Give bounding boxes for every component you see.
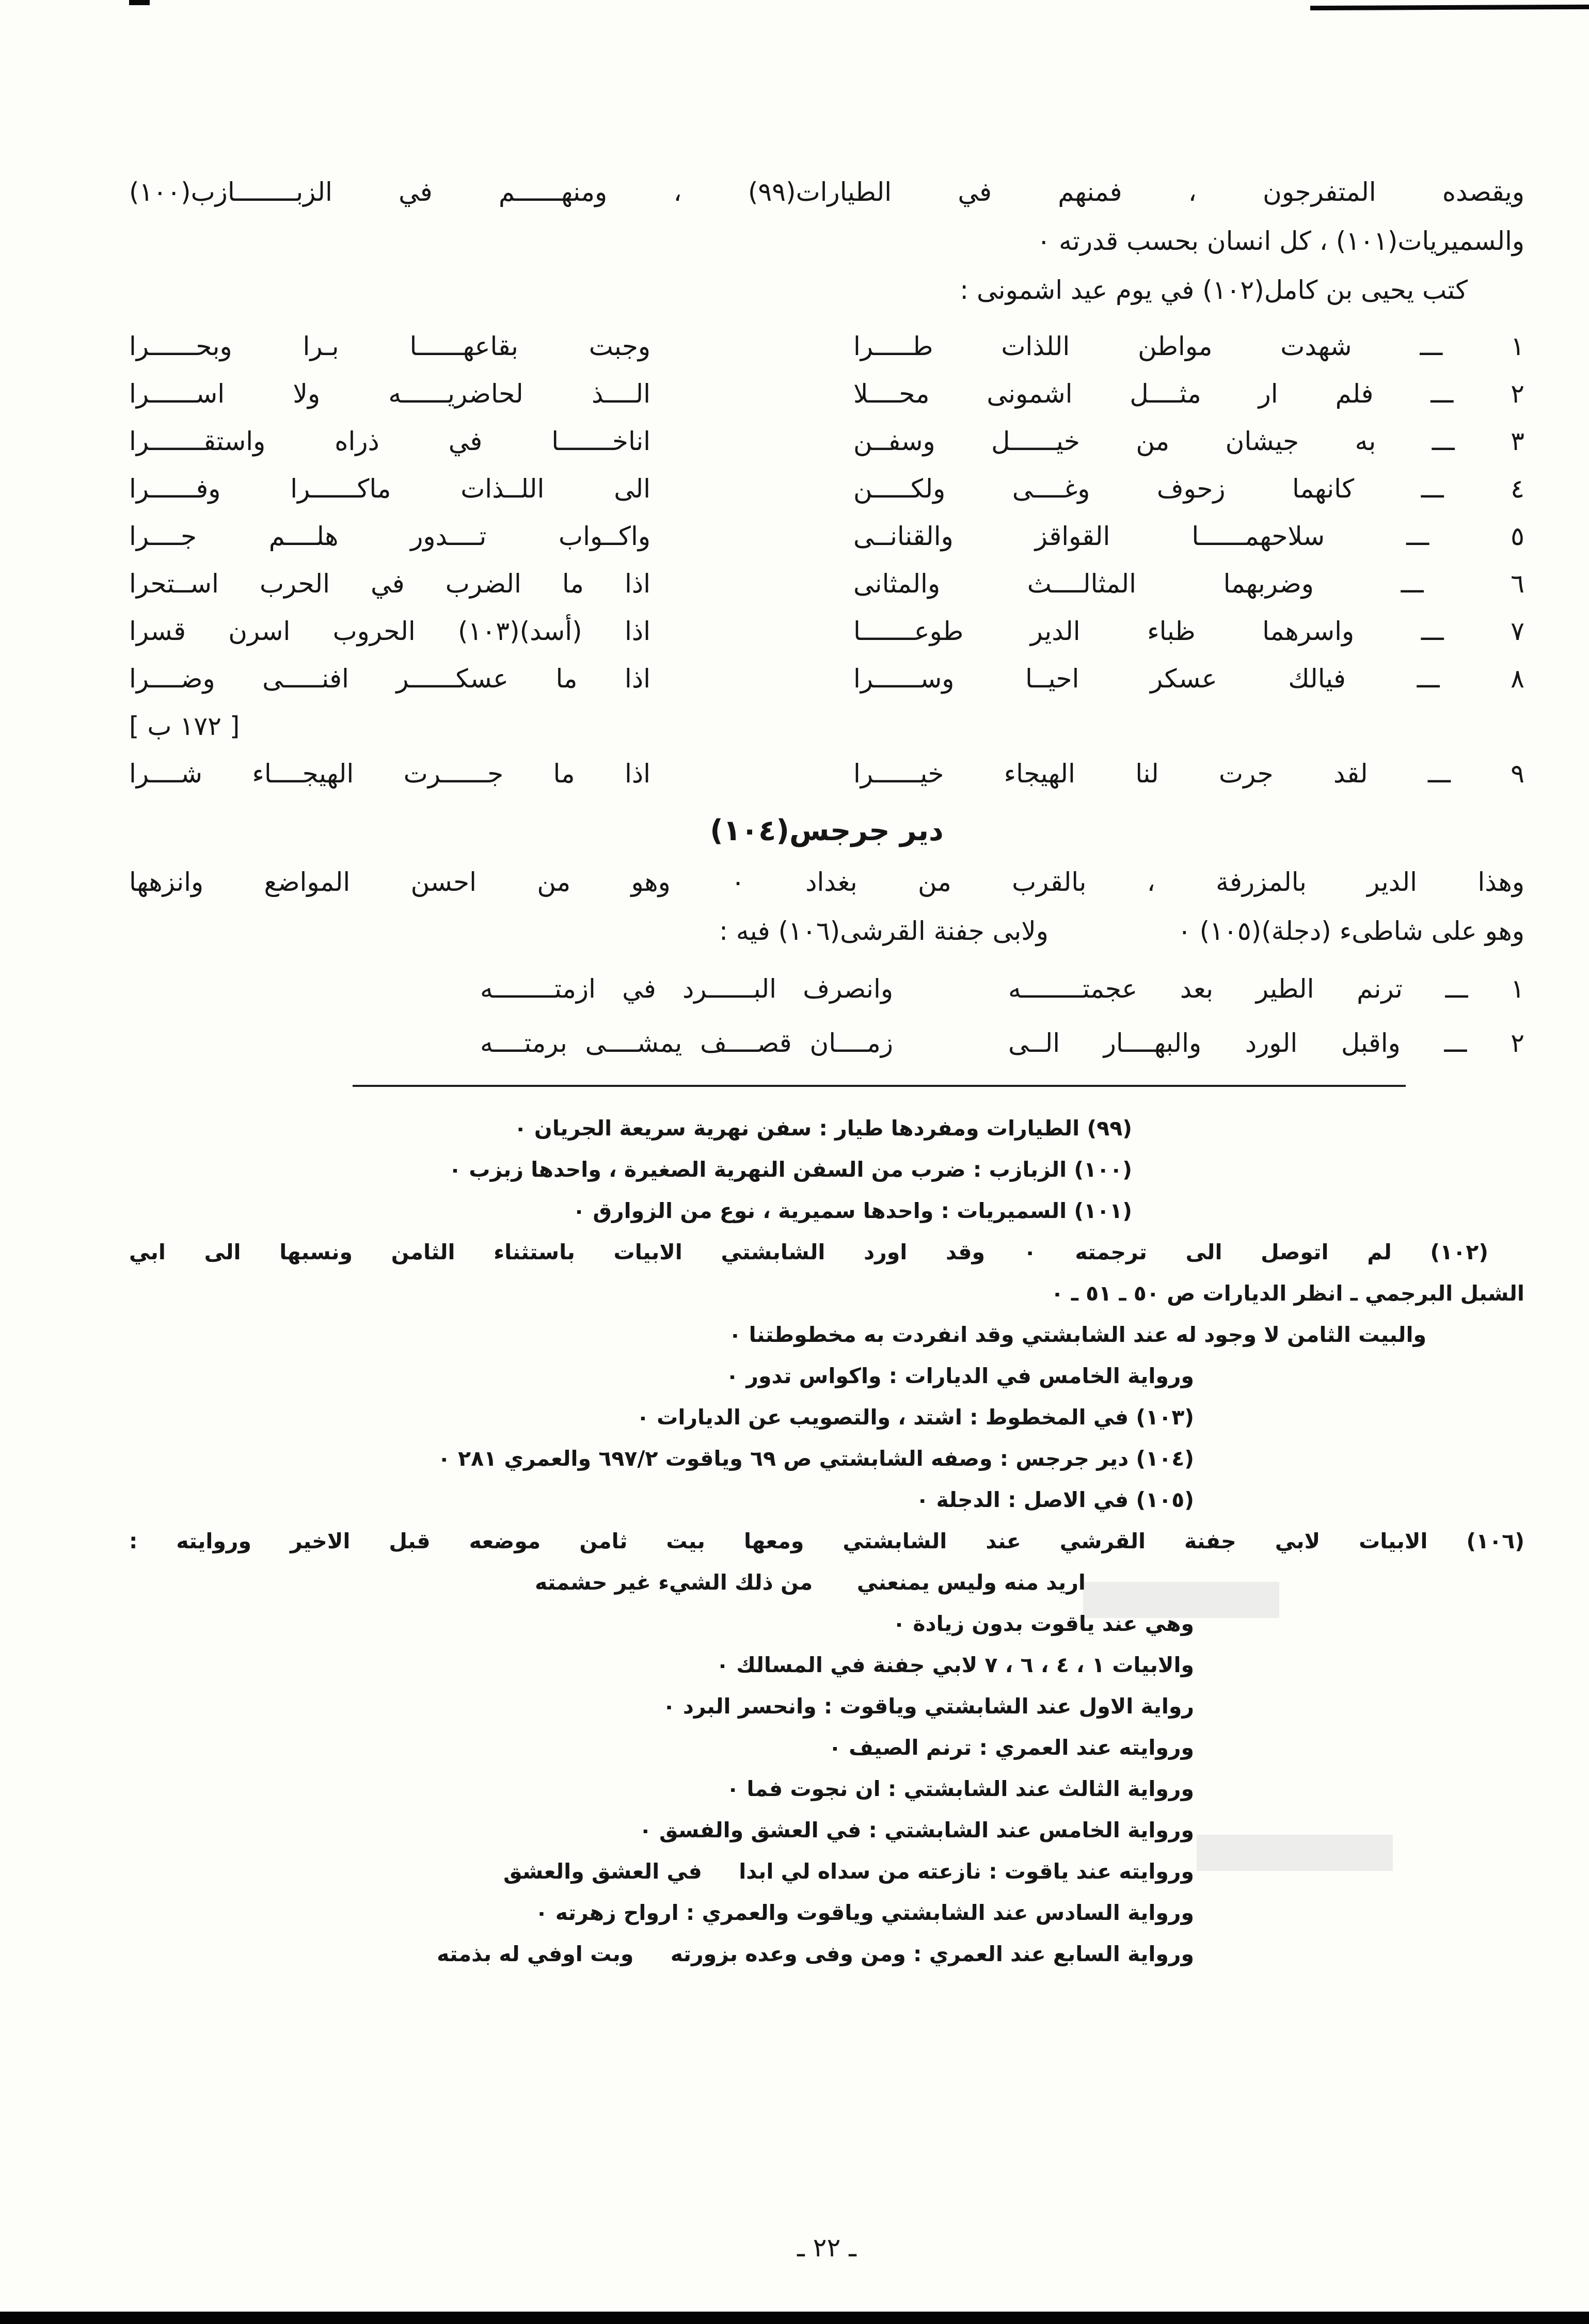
poem1-verse-row-7: [129, 607, 1524, 655]
verse-number: ٤ ـــ: [1421, 474, 1524, 504]
verse-first-text: شهدت مواطن اللذات طـــــرا: [853, 331, 1352, 361]
verse-second-hemistich: اذا (أسد)(١٠٣) الحروب اسرن قسرا: [129, 616, 650, 646]
footnote-102-cont-2: والبيت الثامن لا وجود له عند الشابشتي وقد انفردت به مخطوطتنا ٠: [728, 1322, 1426, 1347]
verse-second-hemistich: وجبت بقاعهــــــا بـرا وبحــــــرا: [129, 331, 650, 361]
page-content: [129, 168, 1524, 2263]
verse-first-hemistich: [853, 418, 1524, 465]
section-para-line-1: وهذا الدير بالمزرفة ، بالقرب من بغداد ٠ وهو من احسن المواضع وانزهها: [129, 867, 1524, 897]
poem1-verse-row-1: [129, 323, 1524, 370]
section-title: دير جرجس(١٠٤): [710, 814, 944, 847]
verse-first-hemistich: [853, 750, 1524, 797]
section-para-line-2: [129, 907, 1524, 956]
footnote-102-cont-1: الشبل البرجمي ـ انظر الديارات ص ٥٠ ـ ٥١ ـ ٠: [1051, 1281, 1524, 1306]
verse-number: ٧ ـــ: [1421, 616, 1524, 646]
verse-first-text: واسرهما ظباء الدير طوعـــــــا: [853, 616, 1355, 646]
footnote-102-cont-3: ورواية الخامس في الديارات : واكواس تدور ٠: [726, 1364, 1194, 1388]
intro-line-2: والسميريات(١٠١) ، كل انسان بحسب قدرته ٠: [1037, 226, 1524, 256]
poem1-verse-row-8: [129, 655, 1524, 702]
verse-second-hemistich: وانصرف البــــــرد في ازمتــــــــه: [480, 974, 893, 1004]
verse-number: ٥ ـــ: [1406, 521, 1524, 551]
verse-number: ١ ـــ: [1445, 974, 1524, 1004]
verse-first-hemistich: [853, 370, 1524, 418]
verse-first-hemistich: [1008, 1016, 1524, 1070]
scan-artifact-bottom: [0, 2312, 1589, 2324]
verse-number: ١ ـــ: [1420, 331, 1524, 361]
footnote-separator: [353, 1085, 1406, 1087]
poem2-verse-row-1: [480, 962, 1524, 1016]
verse-number: ٨ ـــ: [1417, 664, 1524, 694]
footnote-106: (١٠٦) الابيات لابي جفنة القرشي عند الشابشتي ومعها بيت ثامن موضعه قبل الاخير وروايته :: [129, 1529, 1524, 1553]
poem1-verse-row-9: [129, 750, 1524, 797]
intro-line-3: كتب يحيى بن كامل(١٠٢) في يوم عيد اشمونى :: [960, 275, 1468, 305]
poem-1: [129, 323, 1524, 797]
poem2-verse-row-2: [480, 1016, 1524, 1070]
verse-first-text: سلاحهمــــــا القواقز والقنانــى: [853, 521, 1325, 551]
verse-first-hemistich: [1008, 962, 1524, 1016]
footnote-104: (١٠٤) دير جرجس : وصفه الشابشتي ص ٦٩ وياقوت ٦٩٧/٢ والعمري ٢٨١ ٠: [437, 1446, 1194, 1471]
verse-first-hemistich: [853, 512, 1524, 560]
verse-second-hemistich: اذا ما عسكــــــر افنـــــى وضــــرا: [129, 664, 650, 694]
verse-first-text: فيالك عسكر احيــا وســــــرا: [853, 664, 1346, 694]
verse-second-hemistich: واكــواب تــــدور هلــــم جــــرا: [129, 521, 650, 551]
footnote-102: (١٠٢) لم اتوصل الى ترجمته ٠ وقد اورد الشابشتي الابيات باستثناء الثامن ونسبها الى ابي: [129, 1240, 1488, 1264]
footnote-103: (١٠٣) في المخطوط : اشتد ، والتصويب عن الديارات ٠: [636, 1405, 1194, 1430]
footnote-106-verse: اريد منه وليس يمنعني من ذلك الشيء غير حشمته: [535, 1570, 1086, 1595]
footnote-100: (١٠٠) الزبازب : ضرب من السفن النهرية الصغيرة ، واحدها زبزب ٠: [448, 1157, 1132, 1182]
verse-first-text: ترنم الطير بعد عجمتــــــــه: [1008, 974, 1403, 1004]
poem-2: [129, 962, 1524, 1070]
footnote-106-cont-3: رواية الاول عند الشابشتي وياقوت : وانحسر البرد ٠: [662, 1694, 1194, 1719]
footnote-106-cont-4: وروايته عند العمري : ترنم الصيف ٠: [828, 1735, 1194, 1760]
verse-first-hemistich: [853, 655, 1524, 702]
footnote-106-cont-5: ورواية الثالث عند الشابشتي : ان نجوت فما ٠: [726, 1776, 1194, 1801]
folio-marker: [ ١٧٢ ب ]: [129, 711, 240, 741]
verse-number: ٣ ـــ: [1432, 426, 1524, 456]
verse-second-hemistich: اذا ما الضرب في الحرب اســتحرا: [129, 569, 650, 599]
verse-second-hemistich: اناخـــــــا في ذراه واستقـــــــرا: [129, 426, 650, 456]
footnote-106-cont-2: والابيات ١ ، ٤ ، ٦ ، ٧ لابي جفنة في المسالك ٠: [716, 1653, 1194, 1677]
folio-marker-row: [129, 702, 1524, 750]
verse-number: ٢ ـــ: [1431, 379, 1524, 409]
footnote-101: (١٠١) السميريات : واحدها سميرية ، نوع من الزوارق ٠: [573, 1198, 1132, 1223]
footnote-106-cont-9: ورواية السابع عند العمري : ومن وفى وعده بزورته وبت اوفي له بذمته: [437, 1942, 1194, 1966]
verse-first-hemistich: [853, 465, 1524, 512]
intro-line-1: ويقصده المتفرجون ، فمنهم في الطيارات(٩٩) ، ومنهــــــم في الزبــــــــازب(١٠٠): [129, 177, 1524, 207]
verse-number: ٩ ـــ: [1427, 759, 1524, 789]
section-para-line-2a: وهو على شاطىء (دجلة)(١٠٥) ٠: [1177, 916, 1524, 946]
poem1-verse-row-3: [129, 418, 1524, 465]
footnotes-block: [129, 1108, 1524, 1975]
poem1-verse-row-6: [129, 560, 1524, 607]
scan-artifact-top-right: [1310, 5, 1589, 10]
verse-second-hemistich: الى اللــذات ماكــــــرا وفــــــرا: [129, 474, 650, 504]
poem1-verse-row-5: [129, 512, 1524, 560]
footnote-106-cont-8: ورواية السادس عند الشابشتي وياقوت والعمري : ارواح زهرته ٠: [535, 1900, 1194, 1925]
poem1-verse-row-4: [129, 465, 1524, 512]
verse-first-hemistich: [853, 323, 1524, 370]
verse-second-hemistich: اذا ما جــــــرت الهيجــــاء شــــرا: [129, 759, 650, 789]
page-number: ـ ٢٢ ـ: [797, 2233, 856, 2263]
footnote-99: (٩٩) الطيارات ومفردها طيار : سفن نهرية سريعة الجريان ٠: [514, 1116, 1132, 1141]
verse-first-text: وضربهما المثالــــث والمثانى: [853, 569, 1314, 599]
scan-artifact-top-left: [129, 0, 150, 5]
verse-first-text: فلم ار مثــــل اشمونى محــــلا: [853, 379, 1374, 409]
footnote-106-cont-1: وهي عند ياقوت بدون زيادة ٠: [893, 1611, 1194, 1636]
footnote-105: (١٠٥) في الاصل : الدجلة ٠: [916, 1487, 1194, 1512]
verse-second-hemistich: الــــذ لحاضريــــــه ولا اســــــرا: [129, 379, 650, 409]
verse-first-text: به جيشان من خيــــــل وسفــن: [853, 426, 1376, 456]
verse-first-text: لقد جرت لنا الهيجاء خيــــــرا: [853, 759, 1368, 789]
footnote-106-cont-7: وروايته عند ياقوت : نازعته من سداه لي ابدا في العشق والعشق: [503, 1859, 1194, 1884]
verse-first-text: كانهما زحوف وغــــى ولكـــــن: [853, 474, 1355, 504]
footnote-106-cont-6: ورواية الخامس عند الشابشتي : في العشق والفسق ٠: [639, 1818, 1194, 1842]
verse-first-hemistich: [853, 560, 1524, 607]
verse-first-hemistich: [853, 607, 1524, 655]
verse-number: ٢ ـــ: [1444, 1028, 1524, 1058]
verse-first-text: واقبل الورد والبهــــار الــى: [1008, 1028, 1401, 1058]
verse-second-hemistich: زمــــان قصــــف يمشــــى برمتــــه: [480, 1028, 893, 1058]
section-para-line-2b: ولابى جفنة القرشى(١٠٦) فيه :: [719, 916, 1048, 946]
poem1-verse-row-2: [129, 370, 1524, 418]
verse-number: ٦ ـــ: [1401, 569, 1524, 599]
